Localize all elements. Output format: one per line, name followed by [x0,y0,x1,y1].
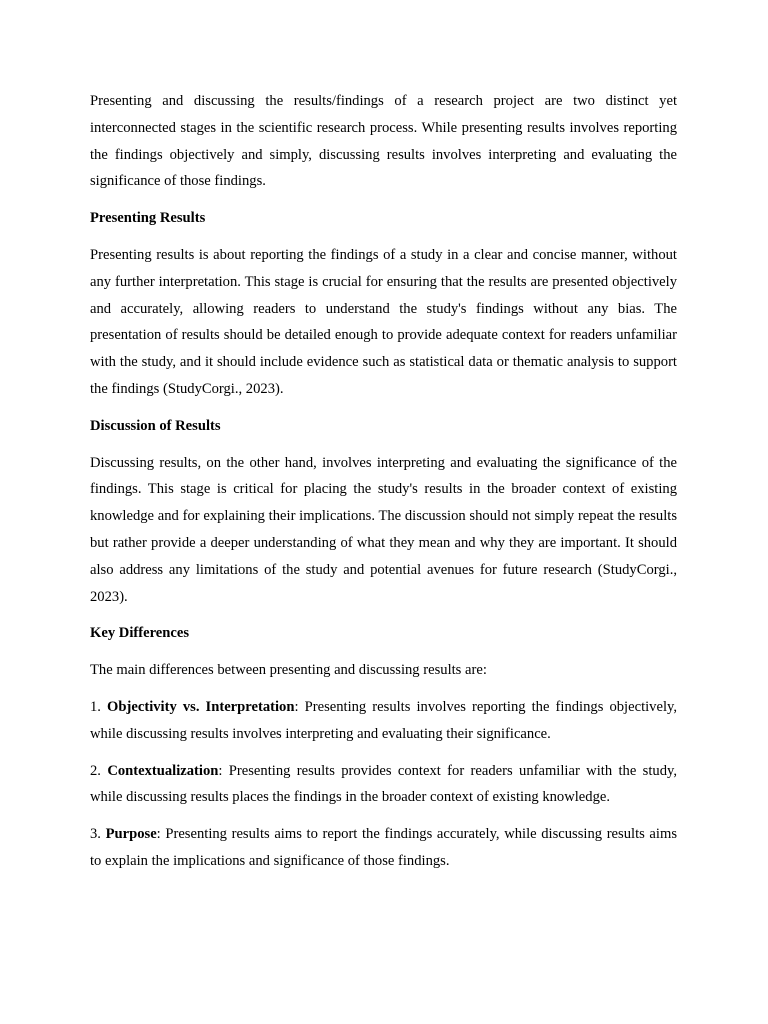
key-differences-intro: The main differences between presenting and discussing results are: [90,662,487,679]
presenting-results-paragraph: Presenting results is about reporting the findings of a study in a clear and concise manner, without any further interpretation. This stage is crucial for ensuring that the results are presented objectively and accurately, allowing readers to understand the study's findings without any bias. The presentation of results should be detailed enough to provide adequate context for readers unfamiliar with the study, and it should include evidence such as statistical data or thematic analysis to support the findings (StudyCorgi., 2023). [90,246,677,397]
difference-item-contextualization [90,758,677,812]
section-heading-discussion-of-results: Discussion of Results [90,417,221,434]
list-number: 3. [90,826,101,843]
list-text: : Presenting results involves reporting the findings objectively, while discussing results involves interpreting and evaluating their significance. [90,698,677,742]
difference-item-objectivity [90,694,677,748]
section-heading-presenting-results: Presenting Results [90,210,206,227]
difference-item-purpose [90,821,677,875]
list-text: : Presenting results aims to report the findings accurately, while discussing results aims to explain the implications and significance of those findings. [90,826,677,869]
document-page [90,88,677,885]
list-text: : Presenting results provides context for readers unfamiliar with the study, while discussing results places the findings in the broader context of existing knowledge. [90,762,677,806]
discussion-of-results-paragraph: Discussing results, on the other hand, involves interpreting and evaluating the significance of the findings. This stage is critical for placing the study's results in the broader context of existing knowledge and for explaining their implications. The discussion should not simply repeat the results but rather provide a deeper understanding of what they mean and why they are important. It should also address any limitations of the study and potential avenues for future research (StudyCorgi., 2023). [90,454,677,605]
intro-paragraph: Presenting and discussing the results/findings of a research project are two distinct yet interconnected stages in the scientific research process. While presenting results involves reporting the findings objectively and simply, discussing results involves interpreting and evaluating the significance of those findings. [90,93,677,190]
list-number: 2. [90,762,101,779]
list-term: Contextualization [107,762,219,779]
section-heading-key-differences: Key Differences [90,625,190,642]
list-number: 1. [90,698,101,715]
list-term: Objectivity vs. Interpretation [107,698,295,715]
list-term: Purpose [105,826,157,843]
